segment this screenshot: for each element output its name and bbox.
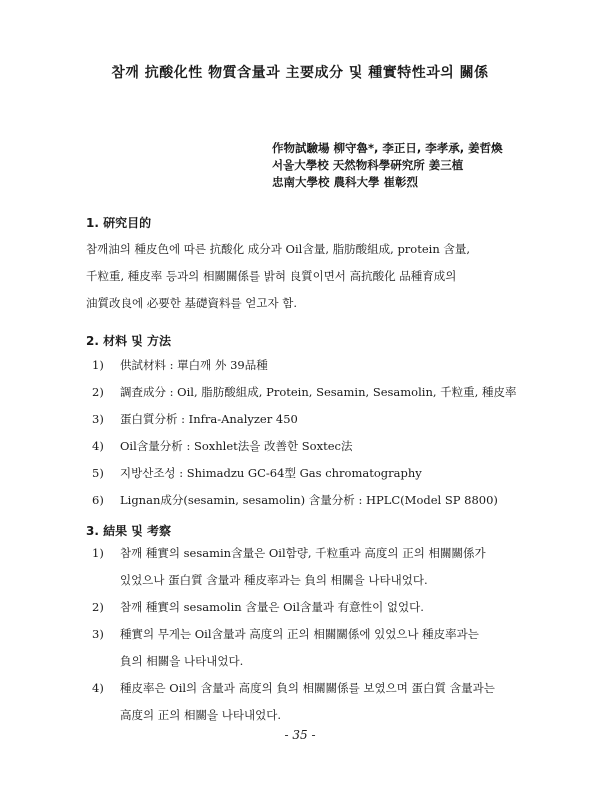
paragraph-line: 참깨油의 種皮色에 따른 抗酸化 成分과 Oil含量, 脂肪酸組成, protein 含量,: [86, 242, 471, 256]
list-item-number: 1): [92, 546, 104, 560]
paragraph-line: 千粒重, 種皮率 등과의 相關關係를 밝혀 良質이면서 高抗酸化 品種育成의: [86, 269, 457, 283]
list-item: [92, 621, 552, 675]
paper-title: 참깨 抗酸化性 物質含量과 主要成分 및 種實特性과의 關係: [111, 65, 489, 81]
list-item-text: 참깨 種實의 sesamin含量은 Oil함량, 千粒重과 高度의 正의 相關關係가: [120, 546, 486, 560]
list-item-text: 調査成分 : Oil, 脂肪酸組成, Protein, Sesamin, Sesamolin, 千粒重, 種皮率: [120, 385, 517, 399]
list-item: [92, 675, 552, 729]
list-item-text: 高度의 正의 相關을 나타내었다.: [120, 708, 281, 722]
author-line: 忠南大學校 農科大學 崔彰烈: [272, 175, 419, 189]
section-heading-methods: 2. 材料 및 方法: [86, 334, 172, 348]
list-item-number: 4): [92, 439, 104, 453]
results-list: [92, 540, 552, 729]
list-item-number: 6): [92, 493, 104, 507]
author-line: 서울大學校 天然物科學硏究所 姜三植: [272, 158, 464, 172]
list-item-text: 지방산조성 : Shimadzu GC-64型 Gas chromatography: [120, 466, 422, 480]
list-item-text: 있었으나 蛋白質 含量과 種皮率과는 負의 相關을 나타내었다.: [120, 573, 428, 587]
list-item-text: 蛋白質分析 : Infra-Analyzer 450: [120, 412, 298, 426]
list-item-text: 供試材料 : 單白깨 外 39品種: [120, 358, 268, 372]
author-block: [272, 140, 503, 191]
list-item-text: Oil含量分析 : Soxhlet法을 改善한 Soxtec法: [120, 439, 353, 453]
author-line: 作物試驗場 柳守魯*, 李正日, 李孝承, 姜哲煥: [272, 141, 503, 155]
section-heading-purpose: 1. 硏究目的: [86, 216, 152, 230]
list-item-text: Lignan成分(sesamin, sesamolin) 含量分析 : HPLC(Model SP 8800): [120, 493, 498, 507]
list-item-number: 1): [92, 358, 104, 372]
list-item-text: 種皮率은 Oil의 含量과 高度의 負의 相關關係를 보였으며 蛋白質 含量과는: [120, 681, 495, 695]
list-item-number: 2): [92, 385, 104, 399]
list-item-number: 5): [92, 466, 104, 480]
paragraph-line: 油質改良에 必要한 基礎資料를 얻고자 함.: [86, 296, 298, 310]
list-item-number: 2): [92, 600, 104, 614]
list-item-text: 種實의 무게는 Oil含量과 高度의 正의 相關關係에 있었으나 種皮率과는: [120, 627, 479, 641]
section-heading-results: 3. 結果 및 考察: [86, 524, 172, 538]
list-item-text: 負의 相關을 나타내었다.: [120, 654, 244, 668]
page-number: - 35 -: [284, 728, 316, 742]
list-item-number: 3): [92, 627, 104, 641]
list-item: [92, 594, 552, 621]
list-item-number: 4): [92, 681, 104, 695]
list-item-text: 참깨 種實의 sesamolin 含量은 Oil含量과 有意性이 없었다.: [120, 600, 424, 614]
list-item-number: 3): [92, 412, 104, 426]
purpose-paragraph: [86, 236, 536, 317]
list-item: [92, 540, 552, 594]
